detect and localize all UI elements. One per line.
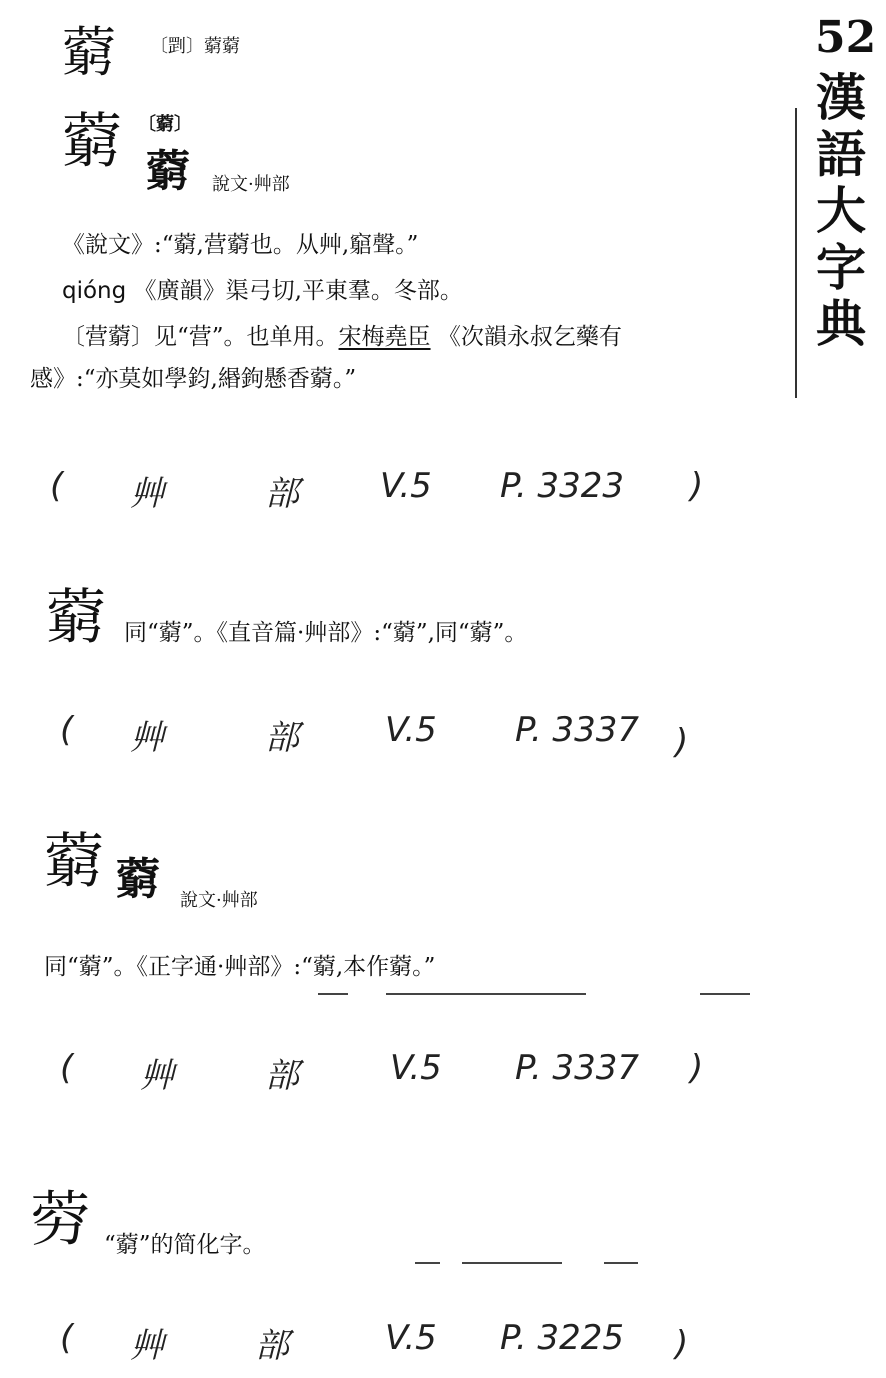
scan-artifact-line (462, 1262, 562, 1264)
entry3-seal-script: 藭 (116, 854, 160, 905)
entry1-seal-script: 藭 (146, 146, 190, 197)
note-paren-open: ( (50, 466, 64, 506)
entry1-variants: 〔㓻〕藭藭 (150, 36, 240, 57)
entry1-headword-1: 藭 (62, 21, 116, 84)
entry1-pinyin: qióng (62, 278, 127, 304)
note-bu: 部 (255, 1326, 289, 1366)
entry1-line2 (62, 278, 463, 306)
entry1-line1: 《說文》:“藭,营藭也。从艸,竆聲。” (62, 232, 419, 258)
entry1-headword-2-note: 〔藭〕 (138, 114, 192, 135)
note-paren-open: ( (60, 1048, 74, 1088)
note-bu: 部 (265, 474, 299, 514)
entry4-headword: 䓖 (30, 1185, 90, 1255)
handwritten-note-1 (50, 466, 750, 526)
scan-artifact-line (386, 993, 586, 995)
entry1-headword-2: 藭 (62, 107, 122, 177)
entry3-source: 說文·艸部 (180, 890, 258, 911)
note-paren-open: ( (60, 710, 74, 750)
note-bu: 部 (265, 718, 299, 758)
entry3-headword: 藭 (44, 827, 104, 897)
entry4-text: “藭”的简化字。 (104, 1232, 266, 1258)
page-number: 52 (815, 12, 877, 63)
note-paren-open: ( (60, 1318, 74, 1358)
note-paren-close: ) (690, 466, 704, 506)
entry1-line3 (62, 324, 622, 352)
note-paren-close: ) (675, 722, 689, 762)
note-volume: V.5 (385, 1318, 437, 1358)
note-page: P. 3323 (500, 466, 624, 506)
note-page: P. 3337 (515, 1048, 639, 1088)
scan-artifact-line (700, 993, 750, 995)
entry1-person-name: 宋梅堯臣 (338, 324, 431, 350)
entry2-headword: 藭 (46, 583, 106, 653)
note-radical: 艸 (140, 1056, 174, 1096)
scan-artifact-line (415, 1262, 440, 1264)
note-page: P. 3337 (515, 710, 639, 750)
dictionary-title: 漢語大字典 (816, 68, 866, 353)
scan-artifact-line (604, 1262, 638, 1264)
note-paren-close: ) (675, 1324, 689, 1364)
note-radical: 艸 (130, 474, 164, 514)
entry1-rhyme: 《廣韻》渠弓切,平東羣。冬部。 (133, 278, 463, 304)
note-volume: V.5 (380, 466, 432, 506)
note-page: P. 3225 (500, 1318, 624, 1358)
scan-artifact-line (318, 993, 348, 995)
note-radical: 艸 (130, 718, 164, 758)
entry1-line3-b: 《次韻永叔乞藥有 (437, 324, 622, 350)
side-divider (795, 108, 797, 398)
entry2-text: 同“藭”。《直音篇·艸部》:“藭”,同“藭”。 (124, 620, 528, 646)
handwritten-note-4 (50, 1318, 750, 1378)
note-volume: V.5 (390, 1048, 442, 1088)
entry3-text: 同“藭”。《正字通·艸部》:“藭,本作藭。” (44, 954, 436, 980)
note-volume: V.5 (385, 710, 437, 750)
note-bu: 部 (265, 1056, 299, 1096)
entry1-source: 說文·艸部 (212, 174, 290, 195)
handwritten-note-3 (50, 1048, 750, 1108)
handwritten-note-2 (50, 710, 750, 770)
entry1-line3-a: 〔营藭〕见“营”。也单用。 (62, 324, 339, 350)
note-radical: 艸 (130, 1326, 164, 1366)
note-paren-close: ) (690, 1048, 704, 1088)
entry1-line4: 感》:“亦莫如學鈞,緡鉤懸香藭。” (30, 366, 357, 392)
